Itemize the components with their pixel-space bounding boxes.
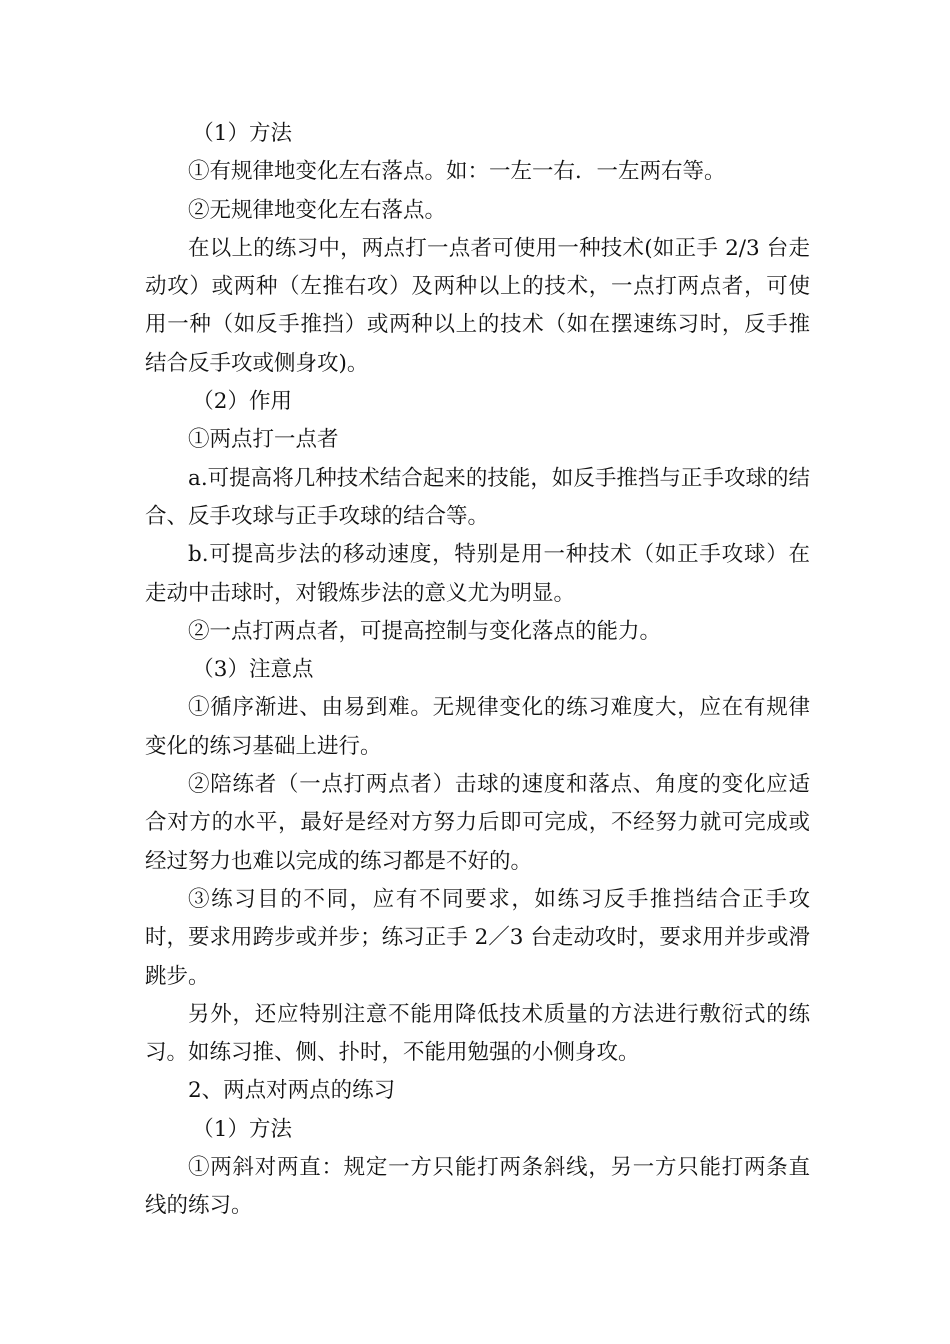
method-item-irregular: ②无规律地变化左右落点。 xyxy=(188,197,447,223)
section-heading-function: （2）作用 xyxy=(192,389,292,415)
function-subitem-b: b.可提高步法的移动速度，特别是用一种技术（如正手攻球）在走动中击球时，对锻炼步法的意义尤为明显。 xyxy=(145,542,810,606)
method-item-diagonal-straight: ①两斜对两直：规定一方只能打两条斜线，另一方只能打两条直线的练习。 xyxy=(145,1155,810,1219)
function-item-one-to-two: ②一点打两点者，可提高控制与变化落点的能力。 xyxy=(188,618,662,644)
note-item-2: ②陪练者（一点打两点者）击球的速度和落点、角度的变化应适合对方的水平，最好是经对方努力后即可完成，不经努力就可完成或经过努力也难以完成的练习都是不好的。 xyxy=(145,772,810,874)
section-heading-method-2: （1）方法 xyxy=(192,1116,292,1142)
note-item-1: ①循序渐进、由易到难。无规律变化的练习难度大，应在有规律变化的练习基础上进行。 xyxy=(145,695,810,759)
function-subitem-a: a.可提高将几种技术结合起来的技能，如反手推挡与正手攻球的结合、反手攻球与正手攻球的结合等。 xyxy=(145,465,810,529)
section-heading-two-vs-two: 2、两点对两点的练习 xyxy=(188,1078,396,1104)
function-item-two-to-one: ①两点打一点者 xyxy=(188,427,339,453)
section-heading-method: （1）方法 xyxy=(192,121,292,146)
section-heading-notes: （3）注意点 xyxy=(192,657,314,683)
method-item-regular: ①有规律地变化左右落点。如：一左一右．一左两右等。 xyxy=(188,159,726,185)
paragraph-additional-note: 另外，还应特别注意不能用降低技术质量的方法进行敷衍式的练习。如练习推、侧、扑时，不能用勉强的小侧身攻。 xyxy=(145,1001,810,1066)
paragraph-techniques: 在以上的练习中，两点打一点者可使用一种技术(如正手 2/3 台走动攻）或两种（左推右攻）及两种以上的技术，一点打两点者，可使用一种（如反手推挡）或两种以上的技术（如在摆速练习时，反手推结合反手攻或侧身攻)。 xyxy=(145,235,810,376)
document-body xyxy=(145,115,810,1226)
note-item-3: ③练习目的不同，应有不同要求，如练习反手推挡结合正手攻时，要求用跨步或并步；练习正手 2／3 台走动攻时，要求用并步或滑跳步。 xyxy=(145,886,810,989)
